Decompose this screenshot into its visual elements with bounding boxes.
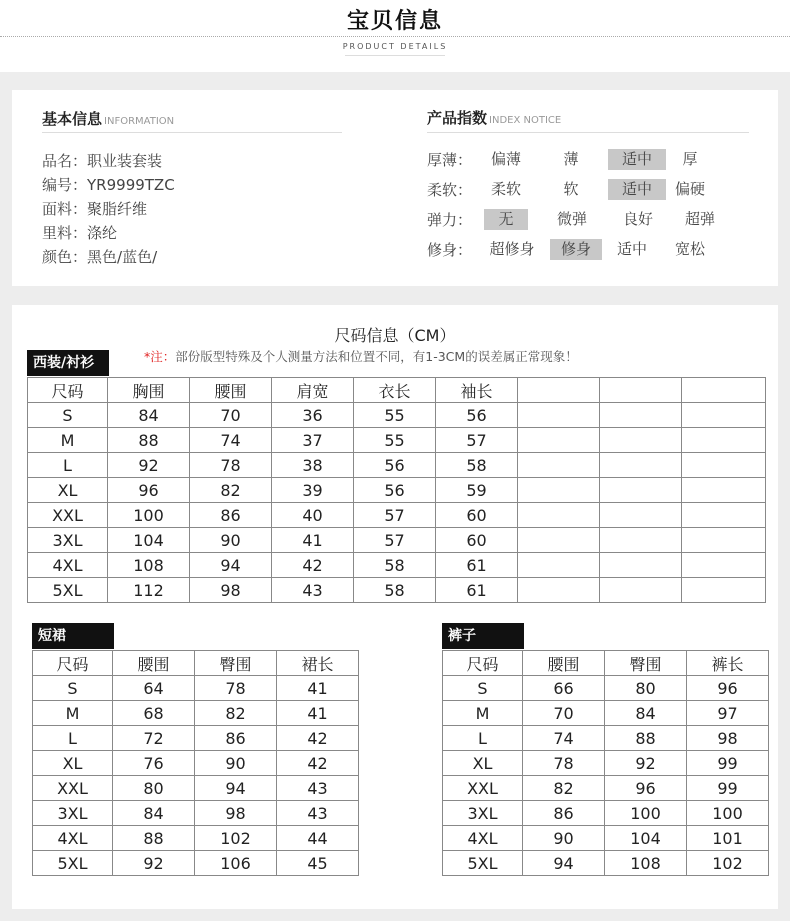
size-cell: L [33, 726, 113, 751]
page-header [0, 0, 790, 72]
index-option-selected: 适中 [608, 149, 666, 170]
table-row [28, 553, 766, 578]
table-header-cell: 裙长 [277, 651, 359, 676]
info-label: 里料： [42, 224, 88, 242]
table-cell: 41 [277, 701, 359, 726]
table-cell: 84 [113, 801, 195, 826]
table-cell: 70 [523, 701, 605, 726]
table-cell: 90 [190, 528, 272, 553]
table-cell: 58 [354, 553, 436, 578]
table-cell: 43 [277, 801, 359, 826]
table-cell [682, 503, 766, 528]
index-option: 微弹 [556, 210, 587, 228]
size-cell: L [28, 453, 108, 478]
table-cell [682, 578, 766, 603]
page-title: 宝贝信息 [346, 9, 443, 34]
table-cell: 42 [277, 726, 359, 751]
table-cell: 43 [272, 578, 354, 603]
index-divider [427, 132, 749, 133]
size-cell: 4XL [443, 826, 523, 851]
table-row [443, 826, 769, 851]
table-cell: 57 [436, 428, 518, 453]
basic-info-title-en: INFORMATION [104, 116, 175, 127]
index-label-fit: 修身： [427, 241, 473, 259]
table-cell: 100 [108, 503, 190, 528]
table-cell: 43 [277, 776, 359, 801]
table-row [33, 726, 359, 751]
index-option-selected: 无 [484, 209, 528, 230]
size-cell: 5XL [443, 851, 523, 876]
table-cell: 55 [354, 428, 436, 453]
size-cell: S [33, 676, 113, 701]
table-row [28, 528, 766, 553]
size-cell: 3XL [443, 801, 523, 826]
table-cell: 82 [190, 478, 272, 503]
size-note [144, 347, 578, 365]
table-cell: 76 [113, 751, 195, 776]
table-header-cell: 尺码 [33, 651, 113, 676]
table-cell: 78 [195, 676, 277, 701]
size-cell: M [28, 428, 108, 453]
table-header-cell: 腰围 [523, 651, 605, 676]
skirt-size-table [32, 650, 359, 876]
note-text: 部份版型特殊及个人测量方法和位置不同，有1-3CM的误差属正常现象！ [175, 349, 578, 364]
pants-size-table [442, 650, 769, 876]
table-cell: 108 [605, 851, 687, 876]
table-cell: 41 [272, 528, 354, 553]
table-header-cell: 臀围 [195, 651, 277, 676]
size-cell: 4XL [28, 553, 108, 578]
table-cell: 90 [523, 826, 605, 851]
page-subtitle: PRODUCT DETAILS [342, 42, 448, 51]
table-row [443, 701, 769, 726]
table-cell [682, 553, 766, 578]
table-cell: 94 [190, 553, 272, 578]
table-cell: 45 [277, 851, 359, 876]
table-cell: 99 [687, 776, 769, 801]
index-option: 适中 [616, 240, 647, 258]
info-label: 颜色： [42, 248, 88, 266]
table-cell: 108 [108, 553, 190, 578]
table-cell: 68 [113, 701, 195, 726]
table-cell: 84 [605, 701, 687, 726]
pants-table-tag: 裤子 [442, 623, 524, 649]
table-row [33, 826, 359, 851]
table-header-row [33, 651, 359, 676]
table-cell: 99 [687, 751, 769, 776]
table-cell: 88 [108, 428, 190, 453]
table-cell [600, 503, 682, 528]
table-cell [518, 478, 600, 503]
table-cell: 61 [436, 553, 518, 578]
table-cell: 37 [272, 428, 354, 453]
info-row-lining [42, 222, 117, 243]
index-option: 柔软 [490, 180, 521, 198]
table-cell: 70 [190, 403, 272, 428]
table-cell: 96 [687, 676, 769, 701]
table-header-cell: 裤长 [687, 651, 769, 676]
table-row [33, 851, 359, 876]
table-cell: 74 [523, 726, 605, 751]
table-cell [600, 428, 682, 453]
table-cell: 84 [108, 403, 190, 428]
table-cell [600, 553, 682, 578]
table-header-cell [682, 378, 766, 403]
table-cell: 56 [354, 453, 436, 478]
size-cell: XL [443, 751, 523, 776]
size-cell: L [443, 726, 523, 751]
table-header-cell: 臀围 [605, 651, 687, 676]
table-cell: 40 [272, 503, 354, 528]
table-cell: 72 [113, 726, 195, 751]
table-cell [682, 528, 766, 553]
index-option: 薄 [563, 150, 579, 168]
index-option: 宽松 [674, 240, 705, 258]
info-value: 涤纶 [87, 224, 118, 242]
index-label-elasticity: 弹力： [427, 211, 473, 229]
table-row [28, 578, 766, 603]
table-header-cell: 袖长 [436, 378, 518, 403]
table-row [443, 726, 769, 751]
table-cell [682, 428, 766, 453]
table-cell: 57 [354, 503, 436, 528]
table-row [28, 453, 766, 478]
info-row-code [42, 174, 175, 195]
index-option: 软 [563, 180, 579, 198]
table-row [28, 428, 766, 453]
index-label-softness: 柔软： [427, 181, 473, 199]
table-cell: 60 [436, 503, 518, 528]
table-cell: 102 [195, 826, 277, 851]
size-cell: 5XL [28, 578, 108, 603]
table-header-row [28, 378, 766, 403]
table-header-cell: 尺码 [443, 651, 523, 676]
basic-info-divider [42, 132, 342, 133]
size-cell: XL [33, 751, 113, 776]
size-cell: XXL [28, 503, 108, 528]
table-header-row [443, 651, 769, 676]
table-cell: 80 [605, 676, 687, 701]
table-row [33, 751, 359, 776]
table-row [443, 776, 769, 801]
index-title: 产品指数 [427, 109, 488, 127]
table-cell: 58 [354, 578, 436, 603]
table-row [33, 801, 359, 826]
table-cell: 78 [190, 453, 272, 478]
table-cell: 58 [436, 453, 518, 478]
table-header-cell: 腰围 [190, 378, 272, 403]
table-header-cell: 腰围 [113, 651, 195, 676]
basic-info-heading [42, 108, 174, 129]
table-cell [682, 478, 766, 503]
table-header-cell [518, 378, 600, 403]
table-cell: 92 [113, 851, 195, 876]
table-cell: 92 [605, 751, 687, 776]
table-cell: 102 [687, 851, 769, 876]
table-cell [600, 453, 682, 478]
header-divider [0, 36, 790, 37]
table-cell: 96 [605, 776, 687, 801]
index-label-thickness: 厚薄： [427, 151, 473, 169]
info-value: 黑色/蓝色/ [87, 248, 158, 266]
table-header-cell: 胸围 [108, 378, 190, 403]
table-cell [518, 453, 600, 478]
table-row [28, 478, 766, 503]
table-header-cell: 衣长 [354, 378, 436, 403]
table-row [33, 676, 359, 701]
table-cell [518, 403, 600, 428]
table-cell: 74 [190, 428, 272, 453]
table-row [28, 403, 766, 428]
table-cell: 104 [108, 528, 190, 553]
table-cell [518, 553, 600, 578]
index-title-en: INDEX NOTICE [489, 115, 562, 126]
table-row [28, 503, 766, 528]
table-cell [600, 478, 682, 503]
table-cell: 90 [195, 751, 277, 776]
table-cell [600, 528, 682, 553]
table-row [443, 676, 769, 701]
index-option-selected: 修身 [550, 239, 602, 260]
size-cell: XXL [33, 776, 113, 801]
product-info-card [12, 90, 778, 286]
table-cell: 86 [195, 726, 277, 751]
table-row [33, 701, 359, 726]
table-cell: 100 [605, 801, 687, 826]
table-cell [518, 428, 600, 453]
table-cell: 88 [113, 826, 195, 851]
table-cell: 56 [436, 403, 518, 428]
table-cell: 60 [436, 528, 518, 553]
index-option: 超修身 [489, 240, 535, 258]
table-cell: 97 [687, 701, 769, 726]
index-heading [427, 107, 561, 128]
table-cell: 104 [605, 826, 687, 851]
size-cell: S [443, 676, 523, 701]
size-cell: 4XL [33, 826, 113, 851]
table-cell: 86 [190, 503, 272, 528]
table-cell: 94 [195, 776, 277, 801]
table-cell: 106 [195, 851, 277, 876]
table-cell [518, 503, 600, 528]
table-row [33, 776, 359, 801]
basic-info-title: 基本信息 [42, 110, 103, 128]
table-cell: 61 [436, 578, 518, 603]
table-row [443, 801, 769, 826]
table-cell [682, 453, 766, 478]
table-row [443, 851, 769, 876]
table-header-cell: 肩宽 [272, 378, 354, 403]
info-row-name [42, 150, 162, 171]
table-cell: 82 [195, 701, 277, 726]
note-prefix: *注： [144, 349, 176, 364]
table-cell: 55 [354, 403, 436, 428]
suit-size-table [27, 377, 766, 603]
size-cell: M [443, 701, 523, 726]
table-cell: 112 [108, 578, 190, 603]
suit-table-tag: 西装/衬衫 [27, 350, 109, 376]
info-row-fabric [42, 198, 147, 219]
table-cell: 86 [523, 801, 605, 826]
info-value: 职业装套装 [87, 152, 163, 170]
table-cell: 94 [523, 851, 605, 876]
subtitle-divider [345, 55, 445, 56]
table-cell: 98 [190, 578, 272, 603]
info-value: 聚脂纤维 [87, 200, 148, 218]
index-option: 偏硬 [674, 180, 705, 198]
table-cell: 100 [687, 801, 769, 826]
table-cell: 64 [113, 676, 195, 701]
table-header-cell: 尺码 [28, 378, 108, 403]
table-cell: 59 [436, 478, 518, 503]
table-cell [600, 578, 682, 603]
info-row-color [42, 246, 157, 267]
table-cell: 44 [277, 826, 359, 851]
table-cell: 66 [523, 676, 605, 701]
size-cell: S [28, 403, 108, 428]
table-cell [518, 528, 600, 553]
table-cell: 41 [277, 676, 359, 701]
table-cell: 78 [523, 751, 605, 776]
table-cell: 57 [354, 528, 436, 553]
info-label: 品名： [42, 152, 88, 170]
size-info-title: 尺码信息（CM） [334, 326, 456, 345]
table-cell: 36 [272, 403, 354, 428]
table-cell: 42 [272, 553, 354, 578]
table-cell: 56 [354, 478, 436, 503]
table-cell: 92 [108, 453, 190, 478]
table-cell: 82 [523, 776, 605, 801]
table-cell: 98 [195, 801, 277, 826]
table-row [443, 751, 769, 776]
skirt-table-tag: 短裙 [32, 623, 114, 649]
size-cell: 5XL [33, 851, 113, 876]
index-option: 偏薄 [490, 150, 521, 168]
table-cell: 80 [113, 776, 195, 801]
table-cell: 42 [277, 751, 359, 776]
size-cell: 3XL [33, 801, 113, 826]
table-header-cell [600, 378, 682, 403]
table-cell [600, 403, 682, 428]
table-cell [518, 578, 600, 603]
index-option-selected: 适中 [608, 179, 666, 200]
size-cell: 3XL [28, 528, 108, 553]
table-cell: 88 [605, 726, 687, 751]
table-cell: 98 [687, 726, 769, 751]
size-cell: XXL [443, 776, 523, 801]
info-value: YR9999TZC [87, 176, 175, 194]
index-option: 超弹 [684, 210, 715, 228]
size-cell: XL [28, 478, 108, 503]
index-option: 厚 [682, 150, 698, 168]
size-info-card [12, 305, 778, 909]
info-label: 面料： [42, 200, 88, 218]
table-cell [682, 403, 766, 428]
table-cell: 39 [272, 478, 354, 503]
info-label: 编号： [42, 176, 88, 194]
index-option: 良好 [622, 210, 653, 228]
table-cell: 38 [272, 453, 354, 478]
table-cell: 96 [108, 478, 190, 503]
table-cell: 101 [687, 826, 769, 851]
size-cell: M [33, 701, 113, 726]
